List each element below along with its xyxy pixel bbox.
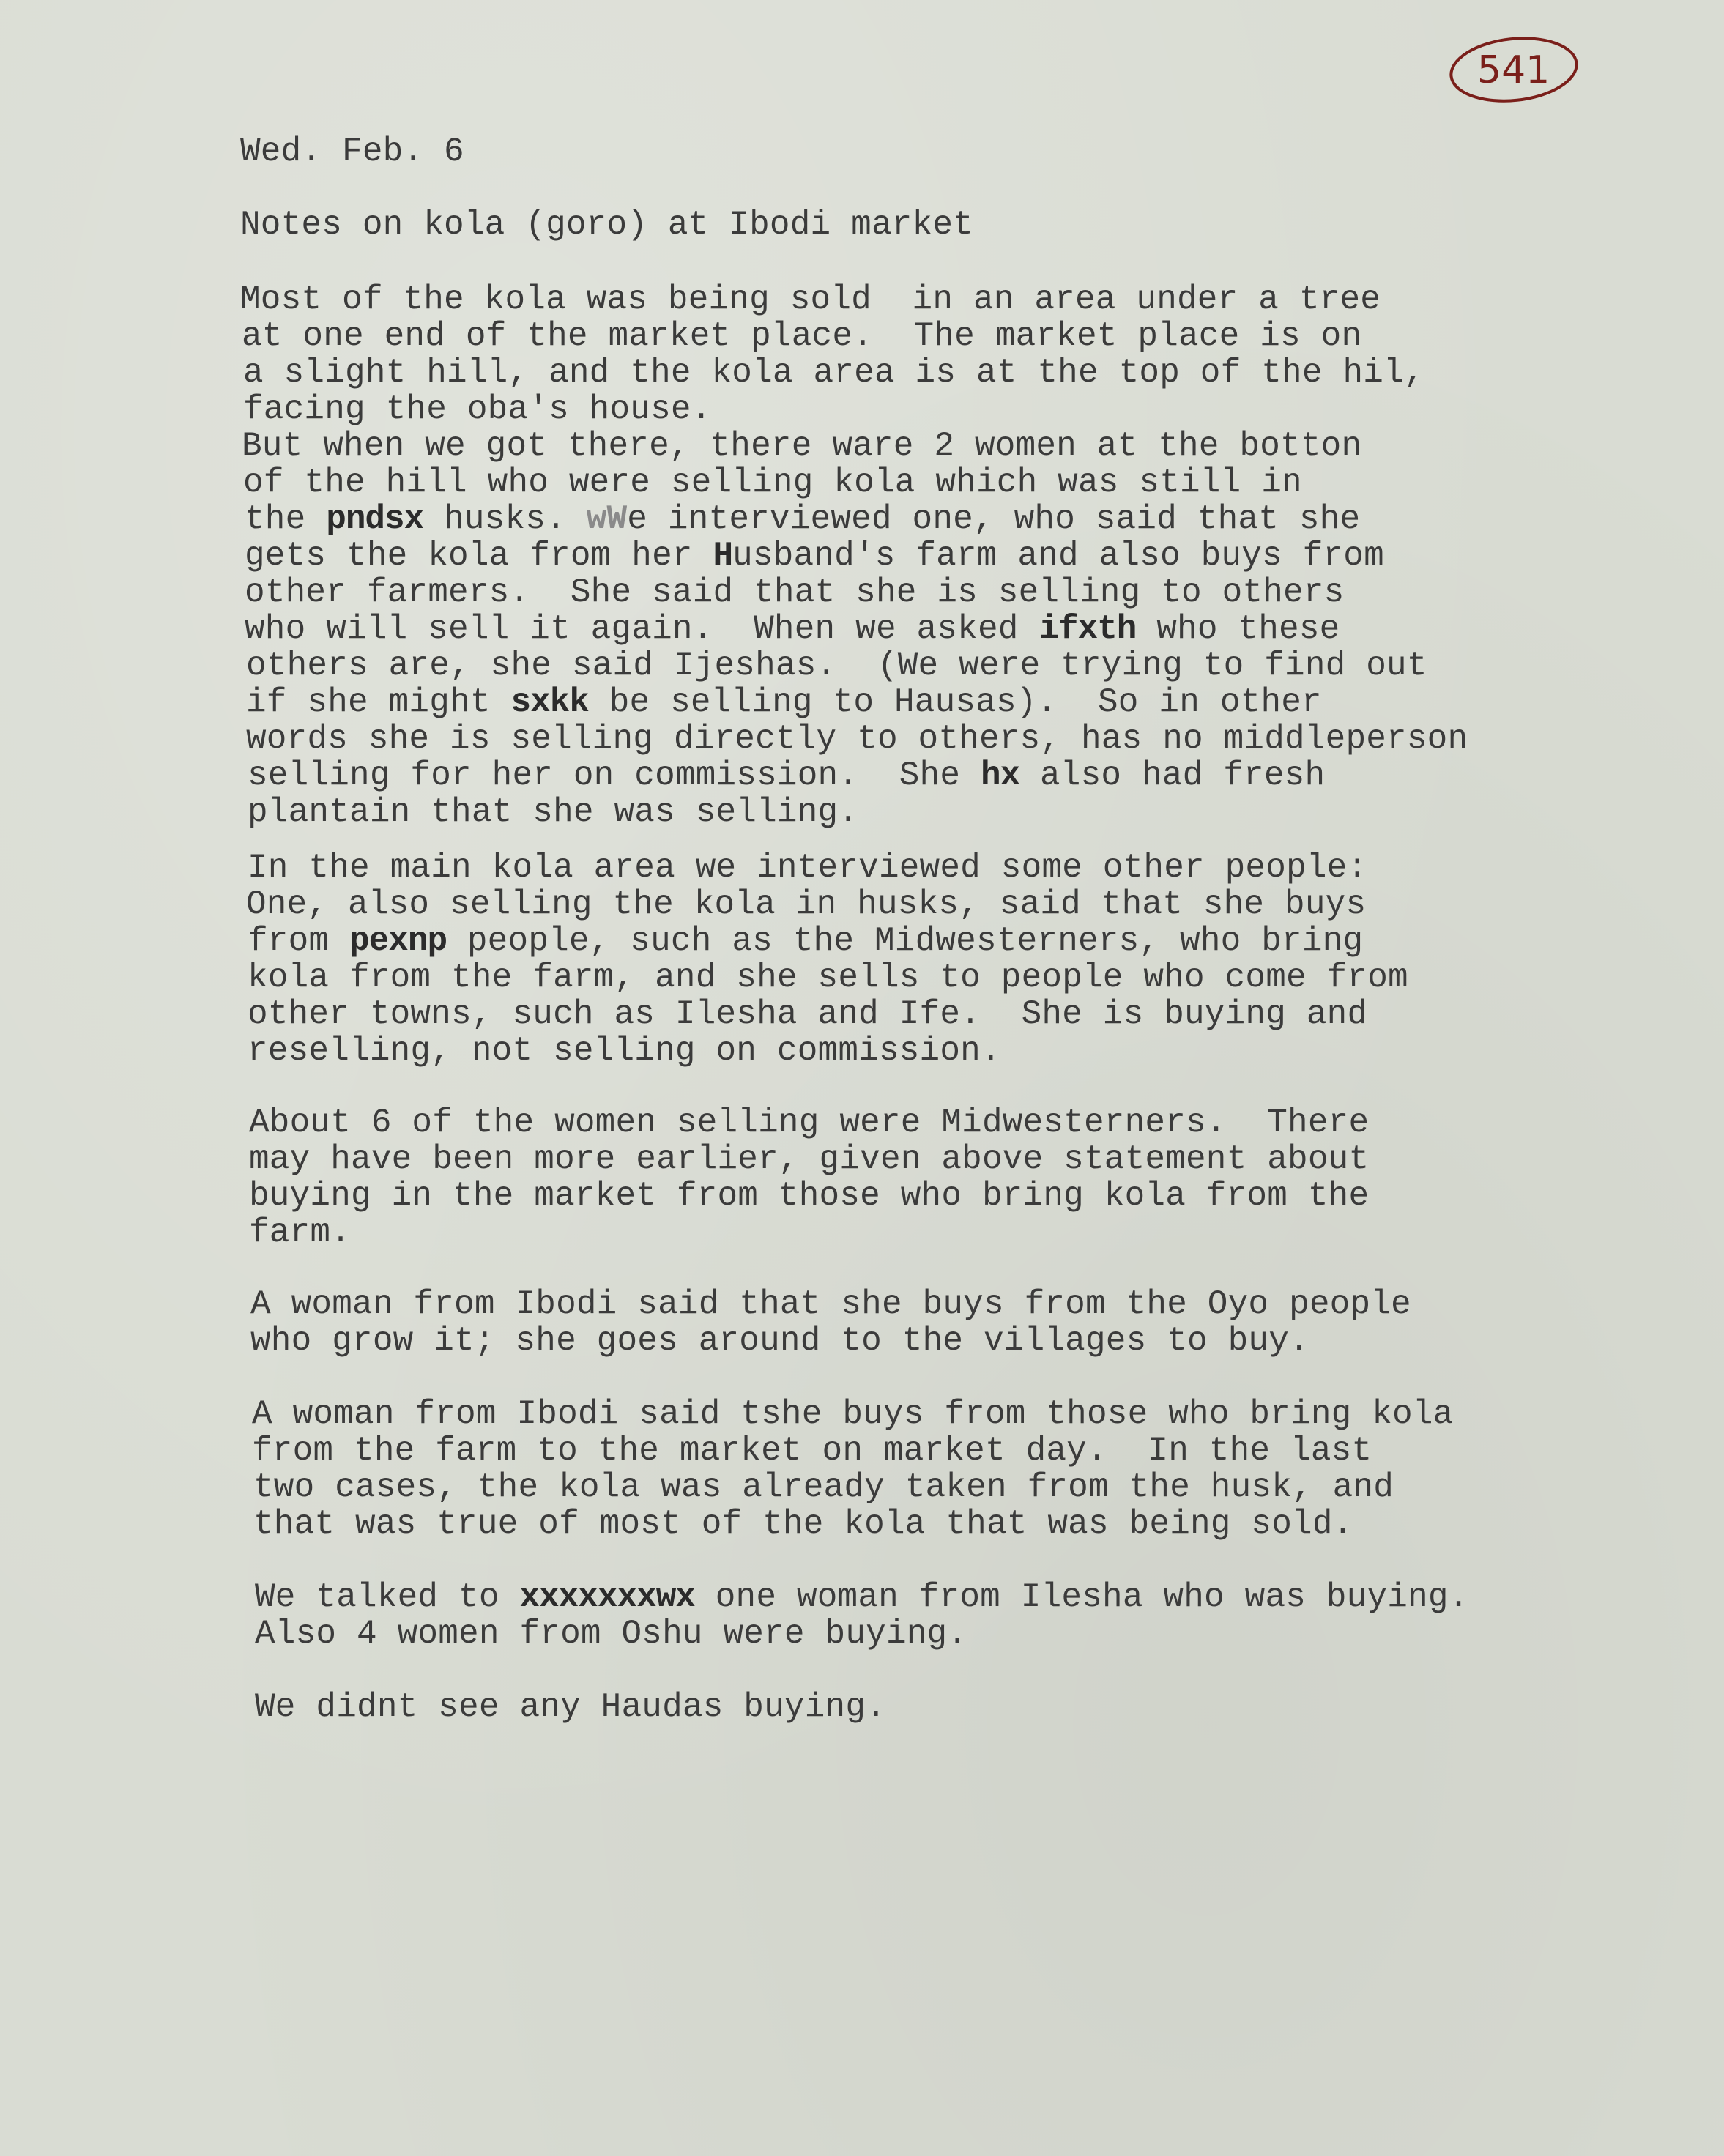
para7-line1: We didnt see any Haudas buying. — [255, 1688, 886, 1726]
para2-line1: In the main kola area we interviewed some other people: — [248, 849, 1368, 887]
para2-line3 — [248, 923, 1363, 959]
line-text: one woman from Ilesha who was buying. — [694, 1578, 1469, 1616]
line-text: who will sell it again. When we asked — [245, 610, 1039, 648]
para5-line3: two cases, the kola was already taken from the husk, and — [253, 1468, 1394, 1506]
para5-line4: that was true of most of the kola that was being sold. — [253, 1505, 1353, 1543]
para6-line2: Also 4 women from Oshu were buying. — [255, 1615, 968, 1653]
para1-line9: other farmers. She said that she is selling to others — [245, 573, 1345, 612]
date-line: Wed. Feb. 6 — [240, 133, 464, 171]
line-text: gets the kola from her — [245, 537, 713, 575]
para2-line6: reselling, not selling on commission. — [248, 1032, 1001, 1070]
page-number-circle — [1446, 33, 1582, 106]
para6-line1 — [255, 1579, 1469, 1616]
para1-line14 — [248, 757, 1325, 794]
para3-line2: may have been more earlier, given above statement about — [249, 1140, 1370, 1178]
page-number-text: 541 — [1477, 48, 1550, 92]
line-text: from — [248, 922, 350, 960]
para1-line15: plantain that she was selling. — [248, 793, 859, 831]
line-text: be selling to Hausas). So in other — [588, 683, 1322, 721]
line-text: the — [245, 500, 327, 538]
para1-line11: others are, she said Ijeshas. (We were trying to find out — [246, 647, 1427, 685]
para4-line1: A woman from Ibodi said that she buys from the Oyo people — [250, 1285, 1411, 1323]
para1-line13: words she is selling directly to others, has no middleperson — [246, 720, 1468, 758]
line-text: selling for her on commission. She — [248, 757, 981, 795]
para1-line12 — [246, 684, 1322, 721]
para1-line10 — [245, 611, 1340, 647]
struck-out-text: wW — [586, 500, 628, 538]
para1-line2: at one end of the market place. The market place is on — [242, 317, 1362, 355]
line-text: who these — [1136, 610, 1340, 648]
page-number-stamp — [1446, 33, 1582, 106]
struck-out-text: sxkk — [510, 683, 589, 721]
para2-line5: other towns, such as Ilesha and Ife. She is buying and — [248, 995, 1368, 1033]
para2-line2: One, also selling the kola in husks, said that she buys — [246, 885, 1367, 923]
para2-line4: kola from the farm, and she sells to people who come from — [248, 959, 1408, 997]
para1-line8 — [245, 538, 1384, 574]
line-text: if she might — [246, 683, 511, 721]
line-text: We talked to — [255, 1578, 520, 1616]
struck-out-text: pexnp — [349, 922, 447, 960]
para4-line2: who grow it; she goes around to the villages to buy. — [250, 1322, 1309, 1360]
struck-out-text: ifxth — [1039, 610, 1137, 648]
line-text: e interviewed one, who said that she — [627, 500, 1361, 538]
struck-out-text: H — [713, 537, 733, 575]
para1-line4: facing the oba's house. — [243, 390, 712, 428]
line-text: also had fresh — [1019, 757, 1326, 795]
struck-out-text: pndsx — [326, 500, 424, 538]
para3-line4: farm. — [249, 1213, 352, 1252]
para3-line3: buying in the market from those who bring kola from the — [249, 1177, 1370, 1215]
struck-out-text: xxxxxxxwx — [519, 1578, 695, 1616]
line-text: people, such as the Midwesterners, who bring — [447, 922, 1364, 960]
para1-line7 — [245, 501, 1360, 538]
line-text: husks. — [423, 500, 587, 538]
para5-line1: A woman from Ibodi said tshe buys from those who bring kola — [252, 1395, 1454, 1433]
para1-line1: Most of the kola was being sold in an area under a tree — [240, 280, 1381, 319]
para1-line5: But when we got there, there ware 2 women at the botton — [242, 427, 1362, 465]
para5-line2: from the farm to the market on market day. In the last — [252, 1432, 1372, 1470]
para1-line3: a slight hill, and the kola area is at the top of the hil, — [243, 354, 1424, 392]
para1-line6: of the hill who were selling kola which was still in — [243, 464, 1302, 502]
para3-line1: About 6 of the women selling were Midwesterners. There — [249, 1104, 1370, 1142]
line-text: usband's farm and also buys from — [732, 537, 1384, 575]
struck-out-text: hx — [980, 757, 1020, 795]
page-title: Notes on kola (goro) at Ibodi market — [240, 206, 973, 244]
